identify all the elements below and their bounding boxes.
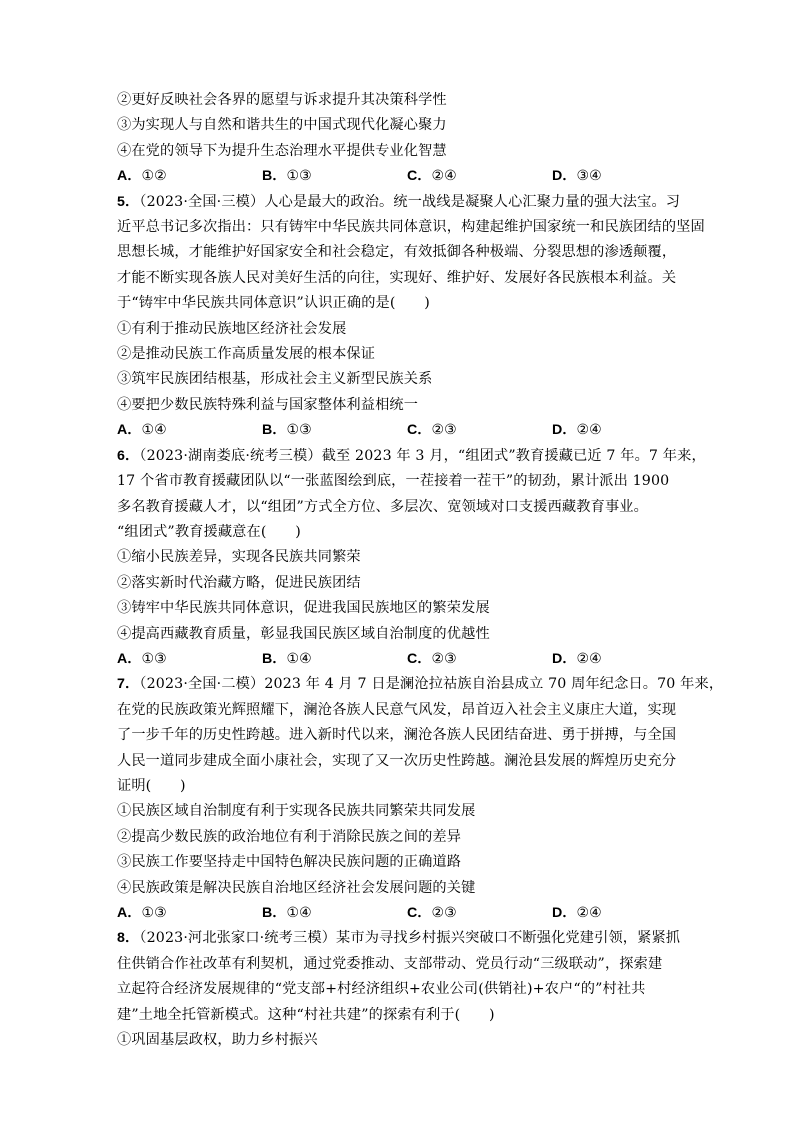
statement-item: ②提高少数民族的政治地位有利于消除民族之间的差异 bbox=[117, 828, 462, 845]
question-4-tail bbox=[117, 88, 697, 190]
option-b[interactable]: B．①③ bbox=[262, 422, 312, 439]
option-d[interactable]: D．②④ bbox=[552, 422, 602, 439]
option-d[interactable]: D．③④ bbox=[552, 168, 602, 185]
question-number: 5． bbox=[117, 193, 140, 210]
question-stem-line: 近平总书记多次指出：只有铸牢中华民族共同体意识，构建起维护国家统一和民族团结的坚固 bbox=[117, 219, 705, 236]
question-source: （2023·河北张家口·统考三模） bbox=[139, 930, 337, 947]
option-b[interactable]: B．①④ bbox=[262, 905, 312, 921]
question-stem-line: 证明( ) bbox=[117, 777, 186, 794]
answer-options bbox=[117, 164, 697, 189]
option-d[interactable]: D．②④ bbox=[552, 905, 602, 921]
question-stem-line: 了一步千年的历史性跨越。进入新时代以来，澜沧各族人民团结奋进、勇于拼搏，与全国 bbox=[117, 727, 677, 744]
option-c[interactable]: C．②③ bbox=[407, 422, 457, 439]
question-stem-line: 思想长城，才能维护好国家安全和社会稳定，有效抵御各种极端、分裂思想的渗透颠覆， bbox=[117, 244, 677, 261]
question-source: （2023·湖南娄底·统考三模） bbox=[139, 447, 322, 464]
statement-item: ③铸牢中华民族共同体意识，促进我国民族地区的繁荣发展 bbox=[117, 600, 490, 617]
question-7 bbox=[117, 672, 724, 926]
question-stem-line: 人民一道同步建成全面小康社会，实现了又一次历史性跨越。澜沧县发展的辉煌历史充分 bbox=[117, 752, 677, 769]
question-source: （2023·全国·二模） bbox=[139, 676, 265, 693]
question-6 bbox=[117, 444, 706, 673]
option-a[interactable]: A．①④ bbox=[117, 422, 167, 439]
question-5 bbox=[117, 190, 705, 444]
question-stem-line: 7．（2023·全国·二模）2023 年 4 月 7 日是澜沧拉祜族自治县成立 70 周年纪念日。70 年来， bbox=[117, 676, 724, 693]
exam-page bbox=[117, 88, 724, 1053]
statement-item: ③民族工作要坚持走中国特色解决民族问题的正确道路 bbox=[117, 854, 462, 871]
option-c[interactable]: C．②③ bbox=[407, 650, 457, 667]
statement-item: ③为实现人与自然和谐共生的中国式现代化凝心聚力 bbox=[117, 117, 447, 134]
question-stem-line: 17 个省市教育援藏团队以“一张蓝图绘到底，一茬接着一茬干”的韧劲，累计派出 1900 bbox=[117, 473, 670, 490]
question-stem-line: 6．（2023·湖南娄底·统考三模）截至 2023 年 3 月，“组团式”教育援藏已近 7 年。7 年来， bbox=[117, 447, 706, 464]
answer-options bbox=[117, 901, 697, 926]
option-a[interactable]: A．①③ bbox=[117, 905, 167, 921]
statement-item: ④要把少数民族特殊利益与国家整体利益相统一 bbox=[117, 396, 419, 413]
question-source: （2023·全国·三模） bbox=[139, 193, 265, 210]
statement-item: ④提高西藏教育质量，彰显我国民族区域自治制度的优越性 bbox=[117, 625, 490, 642]
option-a[interactable]: A．①② bbox=[117, 168, 167, 185]
statement-item: ④民族政策是解决民族自治地区经济社会发展问题的关键 bbox=[117, 879, 476, 896]
question-number: 7． bbox=[117, 676, 140, 693]
statement-item: ①巩固基层政权，助力乡村振兴 bbox=[117, 1032, 318, 1049]
question-stem-line: 多名教育援藏人才，以“组团”方式全方位、多层次、宽领域对口支援西藏教育事业。 bbox=[117, 498, 648, 515]
question-stem-line: 才能不断实现各族人民对美好生活的向往，实现好、维护好、发展好各民族根本利益。关 bbox=[117, 269, 677, 286]
statement-item: ②落实新时代治藏方略，促进民族团结 bbox=[117, 574, 361, 591]
statement-item: ②是推动民族工作高质量发展的根本保证 bbox=[117, 346, 376, 363]
option-b[interactable]: B．①③ bbox=[262, 168, 312, 185]
option-d[interactable]: D．②④ bbox=[552, 650, 602, 667]
question-stem-line: 在党的民族政策光辉照耀下，澜沧各族人民意气风发，昂首迈入社会主义康庄大道，实现 bbox=[117, 701, 677, 718]
question-stem-line: “组团式”教育援藏意在( ) bbox=[117, 523, 301, 540]
statement-item: ②更好反映社会各界的愿望与诉求提升其决策科学性 bbox=[117, 92, 447, 108]
option-c[interactable]: C．②③ bbox=[407, 905, 457, 921]
question-number: 8． bbox=[117, 930, 140, 947]
question-8 bbox=[117, 926, 697, 1053]
option-b[interactable]: B．①④ bbox=[262, 650, 312, 667]
question-stem-line: 建”土地全托管新模式。这种“村社共建”的探索有利于( ) bbox=[117, 1006, 495, 1023]
statement-item: ④在党的领导下为提升生态治理水平提供专业化智慧 bbox=[117, 142, 447, 159]
question-number: 6． bbox=[117, 447, 140, 464]
question-stem-line: 5．（2023·全国·三模）人心是最大的政治。统一战线是凝聚人心汇聚力量的强大法宝。习 bbox=[117, 193, 681, 210]
statement-item: ①民族区域自治制度有利于实现各民族共同繁荣共同发展 bbox=[117, 803, 476, 820]
statement-item: ①缩小民族差异，实现各民族共同繁荣 bbox=[117, 549, 361, 566]
answer-options bbox=[117, 647, 697, 672]
answer-options bbox=[117, 418, 697, 443]
question-stem-line: 立起符合经济发展规律的“党支部+村经济组织+农业公司(供销社)+农户“的”村社共 bbox=[117, 981, 646, 998]
question-stem-line: 8．（2023·河北张家口·统考三模）某市为寻找乡村振兴突破口不断强化党建引领，紧紧抓 bbox=[117, 930, 681, 947]
option-c[interactable]: C．②④ bbox=[407, 168, 457, 185]
question-stem-line: 于“铸牢中华民族共同体意识”认识正确的是( ) bbox=[117, 295, 430, 312]
statement-item: ①有利于推动民族地区经济社会发展 bbox=[117, 320, 347, 337]
question-stem-line: 住供销合作社改革有利契机，通过党委推动、支部带动、党员行动“三级联动”，探索建 bbox=[117, 955, 663, 972]
statement-item: ③筑牢民族团结根基，形成社会主义新型民族关系 bbox=[117, 371, 433, 388]
option-a[interactable]: A．①③ bbox=[117, 650, 167, 667]
